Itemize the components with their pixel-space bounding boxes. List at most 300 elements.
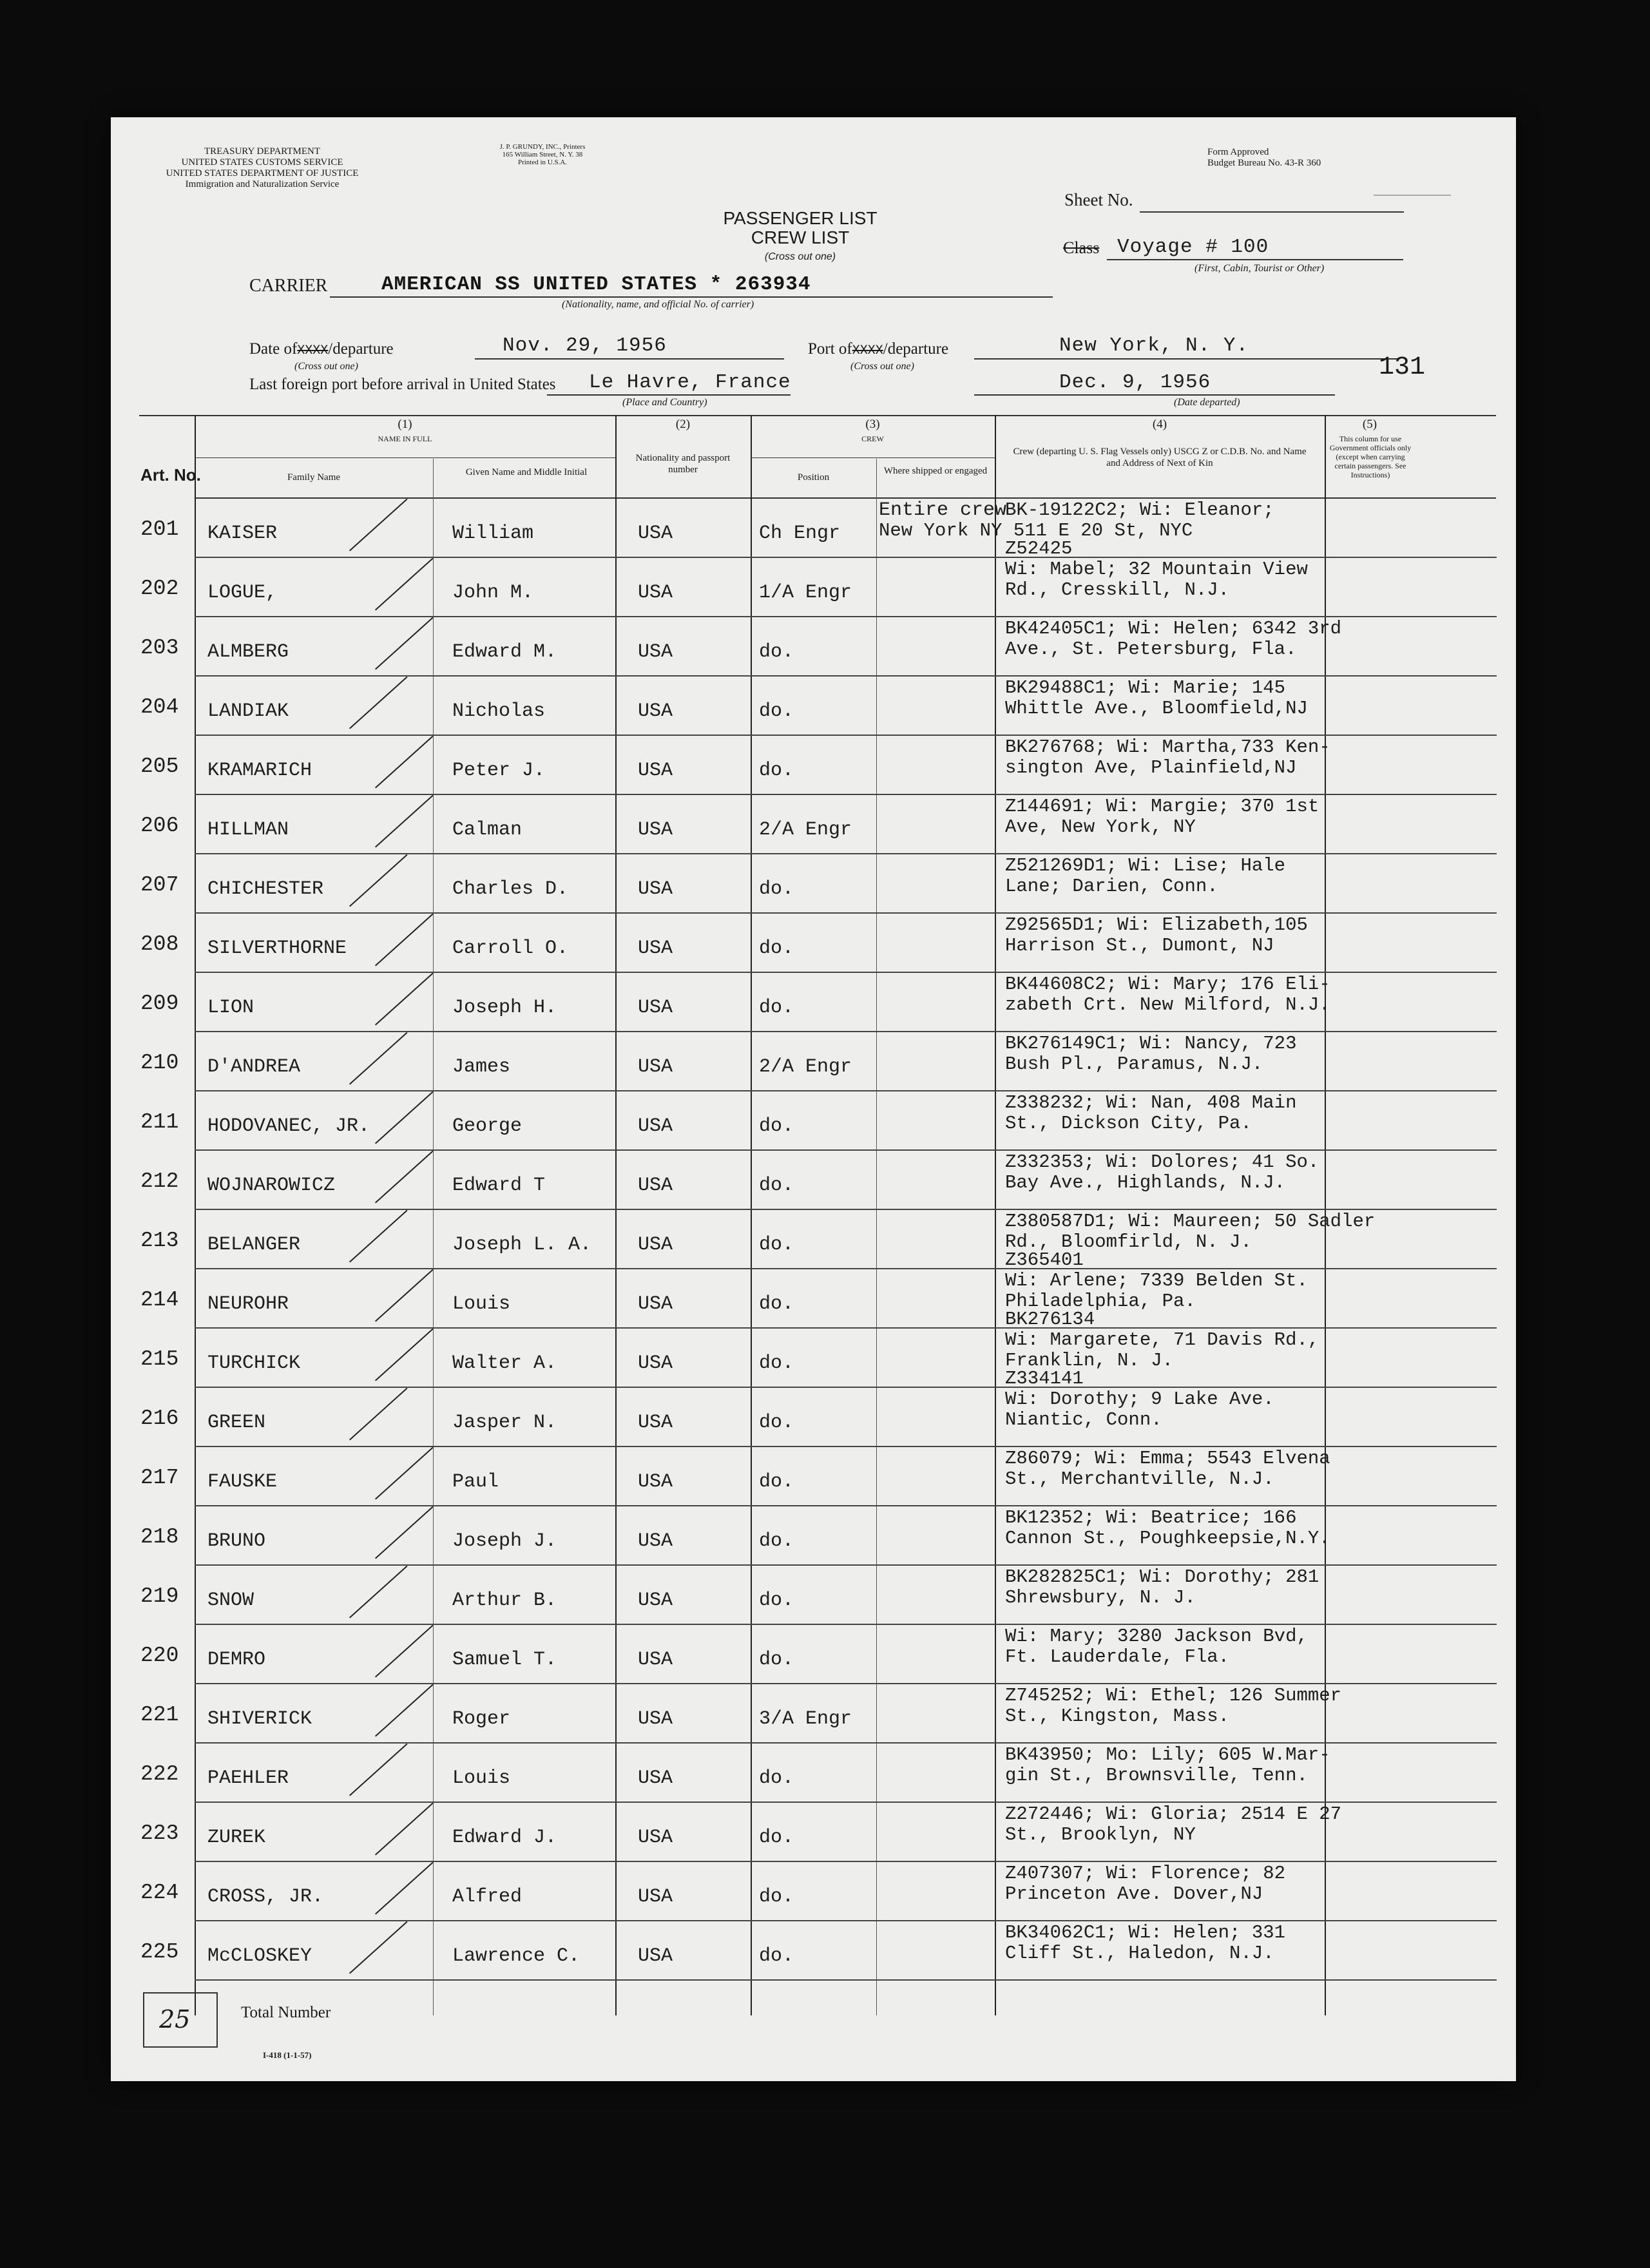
art-number: 217 (140, 1466, 179, 1490)
check-mark (375, 617, 434, 670)
check-mark (349, 1388, 408, 1441)
art-number: 224 (140, 1881, 179, 1905)
port-note: (Cross out one) (850, 361, 914, 372)
class-note: (First, Cabin, Tourist or Other) (1194, 263, 1325, 274)
kin-line-2: Ave, New York, NY (1005, 816, 1196, 838)
nationality: USA (638, 1234, 673, 1256)
given-name-header: Given Name and Middle Initial (465, 467, 588, 477)
art-number: 211 (140, 1110, 179, 1134)
given-name: James (452, 1056, 511, 1078)
position: do. (759, 1471, 794, 1493)
agency-line: TREASURY DEPARTMENT (204, 146, 321, 157)
check-mark (375, 1684, 434, 1737)
kin-line-2: St., Merchantville, N.J. (1005, 1468, 1274, 1490)
kin-line-1: BK276149C1; Wi: Nancy, 723 (1005, 1033, 1297, 1054)
position: do. (759, 1234, 794, 1256)
last-port-value: Le Havre, France (589, 371, 791, 394)
table-row (111, 1249, 1516, 1329)
family-name: SILVERTHORNE (207, 937, 347, 959)
kin-line-1: Z338232; Wi: Nan, 408 Main (1005, 1092, 1297, 1113)
class-label: Class (1063, 238, 1100, 257)
kin-line-2: Shrewsbury, N. J. (1005, 1587, 1196, 1608)
form-approved-block (1207, 147, 1321, 169)
kin-line-2: gin St., Brownsville, Tenn. (1005, 1765, 1308, 1786)
position: 3/A Engr (759, 1708, 852, 1730)
given-name: Walter A. (452, 1352, 557, 1374)
table-row (111, 1744, 1516, 1803)
position: do. (759, 1115, 794, 1137)
art-number: 221 (140, 1703, 179, 1727)
table-row (111, 854, 1516, 914)
given-name: Lawrence C. (452, 1945, 580, 1967)
nationality-header: Nationality and passport number (635, 453, 731, 475)
port-line (974, 358, 1399, 360)
art-number: 214 (140, 1288, 179, 1312)
position: Ch Engr (759, 523, 841, 544)
date-label (249, 340, 394, 358)
given-name: Louis (452, 1767, 511, 1789)
given-name: Samuel T. (452, 1649, 557, 1671)
given-name: Carroll O. (452, 937, 569, 959)
family-name: ALMBERG (207, 641, 289, 663)
check-mark (349, 1921, 408, 1974)
kin-line-2: New York NY 511 E 20 St, NYC (879, 520, 1193, 541)
position: do. (759, 1175, 794, 1196)
position: 1/A Engr (759, 582, 852, 604)
table-row (111, 1684, 1516, 1744)
passenger-list-title: PASSENGER LIST (723, 208, 878, 228)
check-mark (349, 499, 408, 552)
family-name: LOGUE, (207, 582, 278, 604)
table-row (111, 973, 1516, 1032)
last-port-note: (Place and Country) (622, 397, 707, 408)
printer-line: 165 William Street, N. Y. 38 (502, 151, 583, 159)
table-row (111, 914, 1516, 973)
form-approved-line: Budget Bureau No. 43-R 360 (1207, 158, 1321, 168)
family-name: DEMRO (207, 1649, 266, 1671)
kin-line-2: zabeth Crt. New Milford, N.J. (1005, 994, 1330, 1015)
art-number: 206 (140, 814, 179, 838)
carrier-line (330, 296, 1053, 298)
nationality: USA (638, 878, 673, 900)
nationality: USA (638, 1886, 673, 1908)
given-name: Joseph H. (452, 997, 557, 1019)
date-departed-line (974, 394, 1335, 396)
art-number: 219 (140, 1584, 179, 1608)
kin-line-1: BK29488C1; Wi: Marie; 145 (1005, 677, 1286, 698)
art-number: 207 (140, 873, 179, 897)
col4-number: (4) (1152, 418, 1167, 431)
family-name: ZUREK (207, 1827, 266, 1849)
nationality: USA (638, 1649, 673, 1671)
position: do. (759, 1886, 794, 1908)
agency-block (124, 146, 401, 190)
table-row (111, 1151, 1516, 1210)
nationality: USA (638, 1530, 673, 1552)
carrier-label: CARRIER (249, 276, 328, 296)
table-row (111, 1309, 1516, 1388)
col5-number: (5) (1362, 418, 1377, 431)
col1-number: (1) (398, 418, 412, 431)
art-number: 204 (140, 695, 179, 719)
position: do. (759, 1827, 794, 1849)
kin-line-1: Z332353; Wi: Dolores; 41 So. (1005, 1151, 1319, 1173)
art-number: 212 (140, 1169, 179, 1193)
family-name: HILLMAN (207, 819, 289, 841)
check-mark (375, 1625, 434, 1678)
kin-line-1: Z86079; Wi: Emma; 5543 Elvena (1005, 1448, 1330, 1469)
check-mark (375, 795, 434, 848)
sheet-no-line (1140, 211, 1404, 213)
art-number: 202 (140, 577, 179, 601)
position: do. (759, 937, 794, 959)
nationality: USA (638, 1590, 673, 1611)
table-row (111, 1506, 1516, 1566)
nationality: USA (638, 1471, 673, 1493)
position: do. (759, 997, 794, 1019)
position: do. (759, 1945, 794, 1967)
given-name: Alfred (452, 1886, 523, 1908)
agency-line: UNITED STATES CUSTOMS SERVICE (181, 157, 343, 168)
table-row (111, 795, 1516, 854)
date-note: (Cross out one) (294, 361, 358, 372)
family-name: WOJNAROWICZ (207, 1175, 336, 1196)
kin-line-1: BK282825C1; Wi: Dorothy; 281 (1005, 1566, 1319, 1588)
kin-line-1: Z272446; Wi: Gloria; 2514 E 27 (1005, 1803, 1342, 1825)
kin-crew-number: Z334141 (1005, 1368, 1084, 1389)
family-name: SHIVERICK (207, 1708, 312, 1730)
kin-line-1: Wi: Mabel; 32 Mountain View (1005, 559, 1308, 580)
position: do. (759, 1352, 794, 1374)
position: do. (759, 1767, 794, 1789)
check-mark (349, 1744, 408, 1796)
table-row (111, 1447, 1516, 1506)
agency-line: Immigration and Naturalization Service (185, 179, 340, 189)
document-sheet (111, 117, 1516, 2081)
kin-line-1: BK-19122C2; Wi: Eleanor; (1005, 499, 1274, 521)
family-name-header: Family Name (287, 472, 341, 483)
check-mark (375, 1506, 434, 1559)
position: do. (759, 1293, 794, 1315)
kin-line-1: BK43950; Mo: Lily; 605 W.Mar- (1005, 1744, 1330, 1765)
given-name: William (452, 523, 534, 544)
kin-line-2: Cannon St., Poughkeepsie,N.Y. (1005, 1528, 1330, 1549)
given-name: Joseph J. (452, 1530, 557, 1552)
family-name: BRUNO (207, 1530, 266, 1552)
nationality: USA (638, 997, 673, 1019)
list-title-note: (Cross out one) (764, 251, 836, 262)
art-number: 223 (140, 1821, 179, 1845)
check-mark (375, 973, 434, 1026)
family-name: HODOVANEC, JR. (207, 1115, 370, 1137)
check-mark (375, 1329, 434, 1381)
given-name: Jasper N. (452, 1412, 557, 1434)
position: 2/A Engr (759, 1056, 852, 1078)
kin-line-1: Z521269D1; Wi: Lise; Hale (1005, 855, 1286, 876)
kin-line-2: St., Dickson City, Pa. (1005, 1113, 1252, 1134)
position: do. (759, 878, 794, 900)
sheet-no-label: Sheet No. (1064, 190, 1133, 209)
kin-line-1: Z745252; Wi: Ethel; 126 Summer (1005, 1685, 1342, 1706)
list-title (704, 209, 897, 267)
family-name: GREEN (207, 1412, 266, 1434)
family-name: CHICHESTER (207, 878, 324, 900)
position: do. (759, 1530, 794, 1552)
family-name: McCLOSKEY (207, 1945, 312, 1967)
art-number: 201 (140, 517, 179, 541)
check-mark (375, 558, 434, 611)
kin-line-1: Z380587D1; Wi: Maureen; 50 Sadler (1005, 1211, 1376, 1232)
given-name: Edward J. (452, 1827, 557, 1849)
kin-crew-number: BK276134 (1005, 1309, 1095, 1330)
form-approved-line: Form Approved (1207, 147, 1269, 157)
kin-crew-number: Z52425 (1005, 538, 1073, 559)
check-mark (349, 854, 408, 907)
nationality: USA (638, 1352, 673, 1374)
check-mark (349, 1566, 408, 1619)
family-name: KAISER (207, 523, 278, 544)
art-number: 215 (140, 1347, 179, 1371)
date-departed-value: Dec. 9, 1956 (1059, 371, 1211, 394)
nationality: USA (638, 582, 673, 604)
check-mark (349, 1032, 408, 1085)
given-name: Joseph L. A. (452, 1234, 592, 1256)
table-row (111, 1091, 1516, 1151)
name-subhead-rule (195, 457, 615, 458)
art-number: 216 (140, 1407, 179, 1430)
nationality: USA (638, 1767, 673, 1789)
art-no-header: Art. No. (140, 465, 201, 485)
art-number: 218 (140, 1525, 179, 1549)
kin-line-1: Z92565D1; Wi: Elizabeth,105 (1005, 914, 1308, 936)
nationality: USA (638, 819, 673, 841)
table-row (111, 1566, 1516, 1625)
given-name: Charles D. (452, 878, 569, 900)
given-name: Nicholas (452, 700, 546, 722)
kin-line-1: Wi: Dorothy; 9 Lake Ave. (1005, 1389, 1274, 1410)
where-shipped-header: Where shipped or engaged (883, 466, 988, 476)
table-row (111, 1210, 1516, 1269)
kin-line-2: Princeton Ave. Dover,NJ (1005, 1883, 1263, 1905)
col3-title: CREW (861, 434, 884, 443)
family-name: LANDIAK (207, 700, 289, 722)
kin-line-1: BK34062C1; Wi: Helen; 331 (1005, 1922, 1286, 1943)
family-name: PAEHLER (207, 1767, 289, 1789)
kin-line-2: Bush Pl., Paramus, N.J. (1005, 1053, 1263, 1075)
position: do. (759, 1412, 794, 1434)
where-shipped: Entire crew (879, 499, 1007, 521)
nationality: USA (638, 1293, 673, 1315)
art-number: 205 (140, 754, 179, 778)
corner-mark (1374, 169, 1451, 196)
family-name: KRAMARICH (207, 760, 312, 782)
given-name: George (452, 1115, 523, 1137)
kin-line-2: Cliff St., Haledon, N.J. (1005, 1943, 1274, 1964)
nationality: USA (638, 1175, 673, 1196)
col3-number: (3) (865, 418, 880, 431)
table-row (111, 499, 1516, 558)
position: do. (759, 760, 794, 782)
kin-line-2: St., Kingston, Mass. (1005, 1706, 1230, 1727)
given-name: Calman (452, 819, 523, 841)
kin-line-1: Wi: Mary; 3280 Jackson Bvd, (1005, 1626, 1308, 1647)
crew-list-title: CREW LIST (751, 227, 850, 247)
table-row (111, 736, 1516, 795)
check-mark (375, 736, 434, 789)
last-port-label: Last foreign port before arrival in United States (249, 376, 556, 393)
kin-line-2: Rd., Bloomfirld, N. J. (1005, 1231, 1252, 1253)
given-name: Paul (452, 1471, 499, 1493)
table-row (111, 617, 1516, 677)
nationality: USA (638, 1708, 673, 1730)
nationality: USA (638, 1945, 673, 1967)
table-row (111, 677, 1516, 736)
kin-line-1: Wi: Arlene; 7339 Belden St. (1005, 1270, 1308, 1291)
table-row (111, 1625, 1516, 1684)
position: do. (759, 700, 794, 722)
check-mark (349, 1210, 408, 1263)
crew-kin-header: Crew (departing U. S. Flag Vessels only) USCG Z or C.D.B. No. and Name and Address of Next of Kin (1013, 447, 1307, 468)
given-name: Edward M. (452, 641, 557, 663)
given-name: Edward T (452, 1175, 546, 1196)
form-number: I-418 (1-1-57) (263, 2050, 312, 2060)
check-mark (375, 1269, 434, 1322)
gov-use-header: This column for use Government officials only (except when carrying certain passengers. See Instructions) (1329, 434, 1412, 479)
struck-arrival-port: XXXX (852, 343, 883, 358)
total-value: 25 (159, 2005, 191, 2033)
nationality: USA (638, 641, 673, 663)
art-number: 210 (140, 1051, 179, 1075)
family-name: CROSS, JR. (207, 1886, 324, 1908)
port-label (808, 340, 948, 358)
kin-line-1: BK42405C1; Wi: Helen; 6342 3rd (1005, 618, 1342, 639)
carrier-note: (Nationality, name, and official No. of carrier) (562, 299, 754, 310)
printer-line: J. P. GRUNDY, INC., Printers (499, 143, 586, 151)
kin-line-2: Franklin, N. J. (1005, 1350, 1174, 1371)
kin-line-1: BK44608C2; Wi: Mary; 176 Eli- (1005, 974, 1330, 995)
art-number: 208 (140, 932, 179, 956)
given-name: Arthur B. (452, 1590, 557, 1611)
kin-line-2: Ft. Lauderdale, Fla. (1005, 1646, 1230, 1667)
kin-crew-number: Z365401 (1005, 1249, 1084, 1271)
agency-line: UNITED STATES DEPARTMENT OF JUSTICE (166, 168, 359, 178)
art-number: 225 (140, 1940, 179, 1964)
kin-line-1: BK276768; Wi: Martha,733 Ken- (1005, 736, 1330, 758)
page-number: 131 (1379, 353, 1426, 382)
total-label: Total Number (241, 2004, 331, 2021)
voyage-line (1107, 259, 1403, 260)
kin-line-2: Philadelphia, Pa. (1005, 1291, 1196, 1312)
port-label-departure: /departure (883, 340, 949, 358)
nationality: USA (638, 1056, 673, 1078)
kin-line-1: Z144691; Wi: Margie; 370 1st (1005, 796, 1319, 817)
port-value: New York, N. Y. (1059, 334, 1249, 357)
position: do. (759, 1649, 794, 1671)
col1-title: NAME IN FULL (378, 434, 432, 443)
kin-line-2: St., Brooklyn, NY (1005, 1824, 1196, 1845)
kin-line-2: Bay Ave., Highlands, N.J. (1005, 1172, 1286, 1193)
nationality: USA (638, 523, 673, 544)
kin-line-1: Wi: Margarete, 71 Davis Rd., (1005, 1329, 1319, 1350)
kin-line-2: Whittle Ave., Bloomfield,NJ (1005, 698, 1308, 719)
kin-line-1: BK12352; Wi: Beatrice; 166 (1005, 1507, 1297, 1528)
art-number: 203 (140, 636, 179, 660)
check-mark (375, 1091, 434, 1144)
table-row (111, 1368, 1516, 1447)
kin-line-2: Niantic, Conn. (1005, 1409, 1162, 1430)
table-row (111, 538, 1516, 617)
position: do. (759, 641, 794, 663)
family-name: LION (207, 997, 254, 1019)
date-departed-note: (Date departed) (1174, 397, 1240, 408)
kin-line-2: sington Ave, Plainfield,NJ (1005, 757, 1297, 778)
table-row (111, 1803, 1516, 1862)
position-header: Position (797, 472, 830, 483)
printer-line: Printed in U.S.A. (517, 159, 568, 166)
kin-line-2: Ave., St. Petersburg, Fla. (1005, 639, 1297, 660)
printer-block (446, 143, 639, 166)
given-name: John M. (452, 582, 534, 604)
art-number: 213 (140, 1229, 179, 1253)
family-name: NEUROHR (207, 1293, 289, 1315)
last-port-line (547, 394, 791, 396)
struck-arrival: XXXX (297, 343, 329, 358)
check-mark (375, 1151, 434, 1204)
position: do. (759, 1590, 794, 1611)
row-rule (195, 1979, 1497, 1981)
check-mark (375, 914, 434, 966)
art-number: 209 (140, 992, 179, 1015)
family-name: BELANGER (207, 1234, 301, 1256)
port-label-text: Port of (808, 340, 852, 358)
date-value: Nov. 29, 1956 (503, 334, 667, 357)
date-label-departure: /departure (328, 340, 394, 358)
nationality: USA (638, 1827, 673, 1849)
kin-line-2: Lane; Darien, Conn. (1005, 876, 1218, 897)
table-row (111, 1032, 1516, 1091)
table-row (111, 1921, 1516, 1981)
kin-line-2: Rd., Cresskill, N.J. (1005, 579, 1230, 601)
family-name: FAUSKE (207, 1471, 278, 1493)
check-mark (375, 1862, 434, 1915)
kin-line-1: Z407307; Wi: Florence; 82 (1005, 1863, 1286, 1884)
voyage-value: Voyage # 100 (1117, 236, 1269, 258)
nationality: USA (638, 760, 673, 782)
given-name: Peter J. (452, 760, 546, 782)
check-mark (375, 1447, 434, 1500)
crew-subhead-rule (751, 457, 995, 458)
kin-line-2: Harrison St., Dumont, NJ (1005, 935, 1274, 956)
art-number: 220 (140, 1644, 179, 1667)
nationality: USA (638, 1412, 673, 1434)
art-number: 222 (140, 1762, 179, 1786)
nationality: USA (638, 937, 673, 959)
date-label-text: Date of (249, 340, 298, 358)
check-mark (349, 677, 408, 729)
family-name: D'ANDREA (207, 1056, 301, 1078)
given-name: Roger (452, 1708, 511, 1730)
carrier-value: AMERICAN SS UNITED STATES * 263934 (381, 273, 811, 296)
given-name: Louis (452, 1293, 511, 1315)
col2-number: (2) (675, 418, 691, 431)
position: 2/A Engr (759, 819, 852, 841)
nationality: USA (638, 700, 673, 722)
table-top-border (139, 415, 1496, 416)
date-line (475, 358, 784, 360)
nationality: USA (638, 1115, 673, 1137)
family-name: SNOW (207, 1590, 254, 1611)
table-row (111, 1862, 1516, 1921)
